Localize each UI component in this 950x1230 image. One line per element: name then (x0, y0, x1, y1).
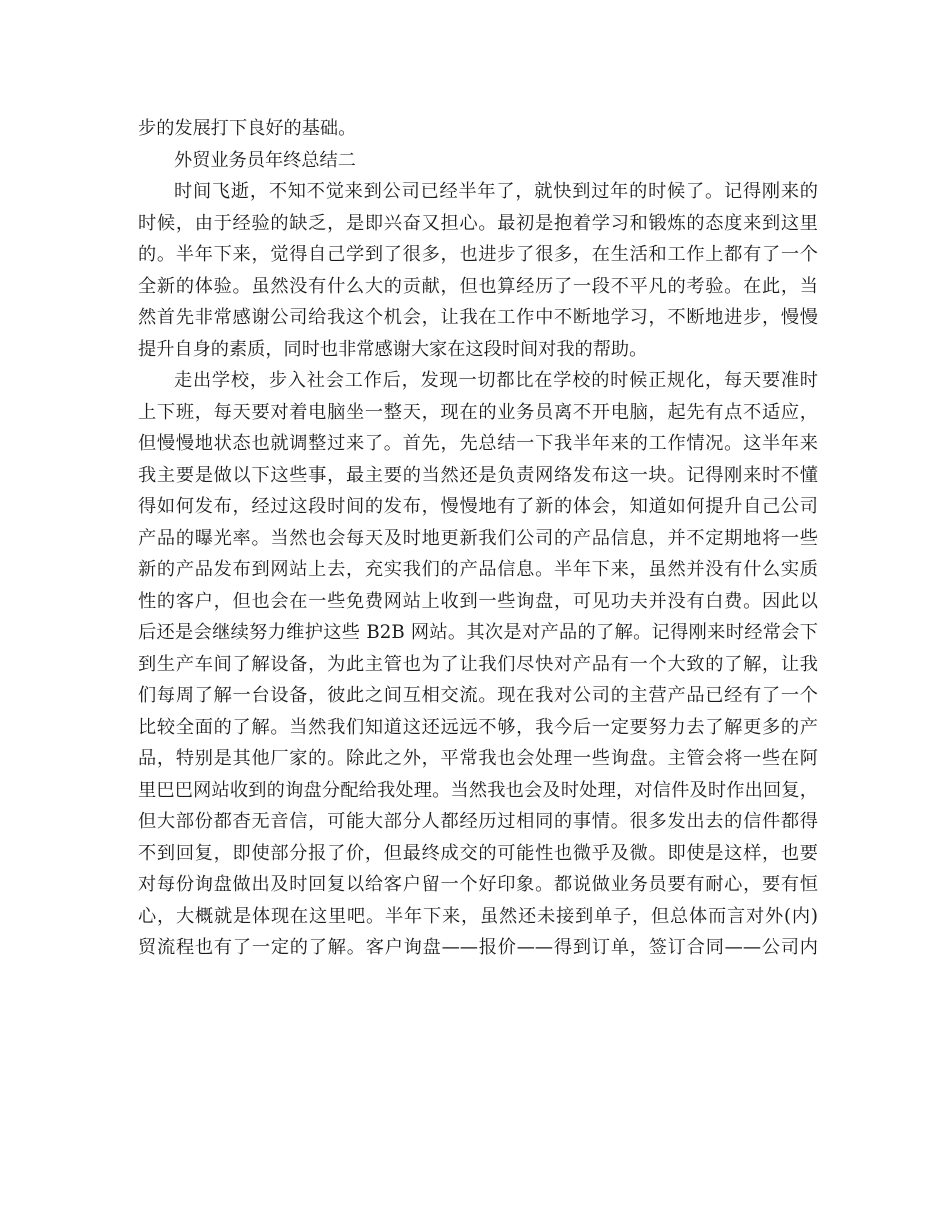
text-line: 但大部份都杳无音信，可能大部分人都经历过相同的事情。很多发出去的信件都得 (138, 811, 818, 832)
text-line: 不到回复，即使部分报了价，但最终成交的可能性也微乎及微。即使是这样，也要 (138, 842, 818, 864)
text-line: 全新的体验。虽然没有什么大的贡献，但也算经历了一段不平凡的考验。在此，当 (138, 275, 818, 297)
text-line: 时候，由于经验的缺乏，是即兴奋又担心。最初是抱着学习和锻炼的态度来到这里 (138, 212, 818, 234)
text-line: 比较全面的了解。当然我们知道这还远远不够，我今后一定要努力去了解更多的产 (138, 716, 818, 738)
text-line: 性的客户，但也会在一些免费网站上收到一些询盘，可见功夫并没有白费。因此以 (138, 590, 818, 612)
text-line: 到生产车间了解设备，为此主管也为了让我们尽快对产品有一个大致的了解，让我 (138, 653, 818, 675)
text-line: 但慢慢地状态也就调整过来了。首先，先总结一下我半年来的工作情况。这半年来 (138, 433, 818, 454)
text-line: 们每周了解一台设备，彼此之间互相交流。现在我对公司的主营产品已经有了一个 (138, 685, 818, 706)
text-line: 产品的曝光率。当然也会每天及时地更新我们公司的产品信息，并不定期地将一些 (138, 527, 818, 549)
text-line: 对每份询盘做出及时回复以给客户留一个好印象。都说做业务员要有耐心，要有恒 (138, 874, 818, 895)
document-body (138, 113, 818, 964)
text-line: 步的发展打下良好的基础。 (138, 118, 357, 139)
text-line: 贸流程也有了一定的了解。客户询盘——报价——得到订单，签订合同——公司内 (138, 937, 818, 958)
text-line: 里巴巴网站收到的询盘分配给我处理。当然我也会及时处理，对信件及时作出回复， (138, 779, 818, 801)
paragraph-first-line: 时间飞逝，不知不觉来到公司已经半年了，就快到过年的时候了。记得刚来的 (174, 181, 818, 202)
text-line: 品，特别是其他厂家的。除此之外，平常我也会处理一些询盘。主管会将一些在阿 (138, 748, 818, 769)
text-line: 后还是会继续努力维护这些 B2B 网站。其次是对产品的了解。记得刚来时经常会下 (138, 622, 818, 643)
text-line: 上下班，每天要对着电脑坐一整天，现在的业务员离不开电脑，起先有点不适应， (138, 401, 818, 423)
text-line: 心，大概就是体现在这里吧。半年下来，虽然还未接到单子，但总体而言对外(内) (138, 905, 818, 927)
text-line: 我主要是做以下这些事，最主要的当然还是负责网络发布这一块。记得刚来时不懂 (138, 464, 818, 486)
text-line: 新的产品发布到网站上去，充实我们的产品信息。半年下来，虽然并没有什么实质 (138, 559, 818, 580)
section-heading: 外贸业务员年终总结二 (174, 149, 356, 171)
text-line: 的。半年下来，觉得自己学到了很多，也进步了很多，在生活和工作上都有了一个 (138, 244, 818, 265)
text-line: 提升自身的素质，同时也非常感谢大家在这段时间对我的帮助。 (138, 338, 648, 360)
text-line: 得如何发布，经过这段时间的发布，慢慢地有了新的体会，知道如何提升自己公司 (138, 496, 818, 517)
paragraph-first-line: 走出学校，步入社会工作后，发现一切都比在学校的时候正规化，每天要准时 (174, 370, 818, 391)
text-line: 然首先非常感谢公司给我这个机会，让我在工作中不断地学习，不断地进步，慢慢 (138, 307, 818, 328)
